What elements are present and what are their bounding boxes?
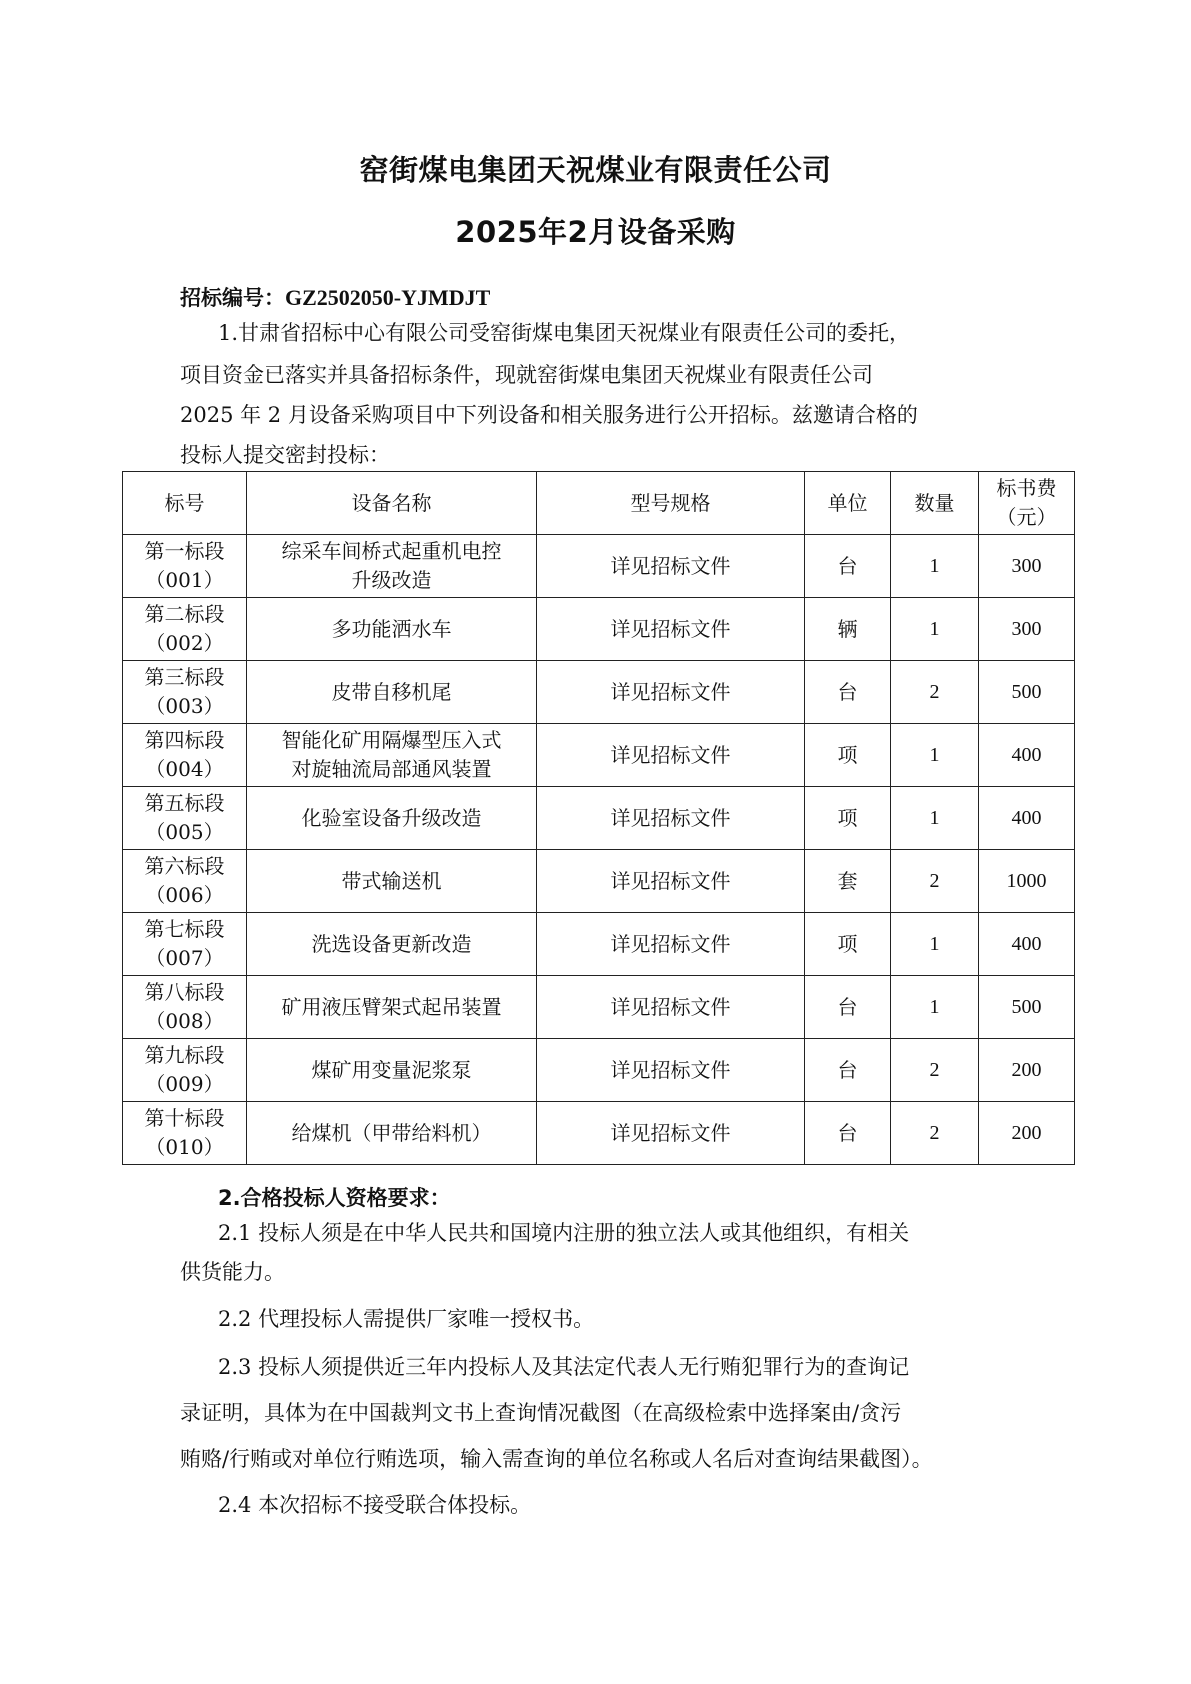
table-row (123, 598, 1075, 661)
tender-number-value: GZ2502050-YJMDJT (285, 285, 491, 310)
table-row (123, 787, 1075, 850)
cell-spec: 详见招标文件 (537, 913, 805, 976)
section2-3-line-1: 2.3 投标人须提供近三年内投标人及其法定代表人无行贿犯罪行为的查询记 (218, 1355, 910, 1379)
equipment-name-line1: 综采车间桥式起重机电控 (281, 539, 502, 563)
cell-equipment-name (247, 724, 537, 787)
lot-name: 第二标段 (144, 602, 225, 626)
lot-code: （002） (145, 631, 224, 655)
cell-lot (123, 1039, 247, 1102)
lot-name: 第十标段 (144, 1106, 225, 1130)
table-row (123, 976, 1075, 1039)
cell-spec: 详见招标文件 (537, 976, 805, 1039)
table-row (123, 913, 1075, 976)
cell-quantity: 1 (891, 598, 979, 661)
table-header-row (123, 472, 1075, 535)
intro-line-3: 2025 年 2 月设备采购项目中下列设备和相关服务进行公开招标。兹邀请合格的 (180, 403, 918, 427)
lot-code: （008） (145, 1009, 224, 1033)
section2-1-line-2: 供货能力。 (180, 1260, 285, 1284)
cell-lot (123, 535, 247, 598)
cell-spec: 详见招标文件 (537, 598, 805, 661)
cell-document-fee: 500 (979, 976, 1075, 1039)
cell-equipment-name (247, 913, 537, 976)
cell-equipment-name (247, 661, 537, 724)
cell-lot (123, 724, 247, 787)
cell-document-fee: 300 (979, 598, 1075, 661)
lot-code: （007） (145, 946, 224, 970)
cell-lot (123, 976, 247, 1039)
equipment-name-line1: 煤矿用变量泥浆泵 (311, 1057, 472, 1082)
cell-lot (123, 913, 247, 976)
tender-number-label: 招标编号： (180, 286, 285, 310)
cell-quantity: 1 (891, 787, 979, 850)
cell-document-fee: 300 (979, 535, 1075, 598)
cell-document-fee: 400 (979, 787, 1075, 850)
cell-unit: 套 (805, 850, 891, 913)
bid-lots-table (122, 471, 1075, 1165)
cell-document-fee: 200 (979, 1102, 1075, 1165)
cell-document-fee: 400 (979, 724, 1075, 787)
cell-document-fee: 1000 (979, 850, 1075, 913)
cell-spec: 详见招标文件 (537, 787, 805, 850)
lot-name: 第五标段 (144, 791, 225, 815)
cell-quantity: 1 (891, 976, 979, 1039)
table-row (123, 1102, 1075, 1165)
cell-quantity: 1 (891, 913, 979, 976)
header-spec: 型号规格 (537, 472, 805, 535)
header-fee-line1: 标书费 (996, 476, 1057, 500)
cell-unit: 项 (805, 787, 891, 850)
equipment-name-line1: 皮带自移机尾 (331, 679, 452, 704)
cell-lot (123, 661, 247, 724)
cell-equipment-name (247, 787, 537, 850)
tender-number-line (180, 282, 490, 312)
header-quantity: 数量 (891, 472, 979, 535)
cell-spec: 详见招标文件 (537, 724, 805, 787)
cell-quantity: 1 (891, 724, 979, 787)
cell-lot (123, 787, 247, 850)
table-row (123, 724, 1075, 787)
cell-document-fee: 400 (979, 913, 1075, 976)
cell-quantity: 2 (891, 850, 979, 913)
lot-name: 第八标段 (144, 980, 225, 1004)
lot-code: （010） (145, 1135, 224, 1159)
lot-code: （003） (145, 694, 224, 718)
cell-quantity: 2 (891, 1039, 979, 1102)
cell-unit: 台 (805, 661, 891, 724)
section2-1-line-1: 2.1 投标人须是在中华人民共和国境内注册的独立法人或其他组织，有相关 (218, 1221, 910, 1245)
lot-name: 第四标段 (144, 728, 225, 752)
equipment-name-line1: 化验室设备升级改造 (301, 805, 482, 830)
cell-unit: 项 (805, 913, 891, 976)
header-document-fee (979, 472, 1075, 535)
section2-2: 2.2 代理投标人需提供厂家唯一授权书。 (218, 1307, 595, 1331)
cell-equipment-name (247, 850, 537, 913)
header-fee-line2: （元） (996, 505, 1057, 529)
cell-equipment-name (247, 598, 537, 661)
section2-3-line-3: 贿赂/行贿或对单位行贿选项，输入需查询的单位名称或人名后对查询结果截图）。 (180, 1447, 933, 1471)
cell-spec: 详见招标文件 (537, 1102, 805, 1165)
table-body (123, 535, 1075, 1165)
section2-3-line-2: 录证明，具体为在中国裁判文书上查询情况截图（在高级检索中选择案由/贪污 (180, 1401, 902, 1425)
lot-name: 第七标段 (144, 917, 225, 941)
header-equipment-name: 设备名称 (247, 472, 537, 535)
document-subtitle: 2025年2月设备采购 (455, 215, 736, 249)
cell-quantity: 1 (891, 535, 979, 598)
cell-spec: 详见招标文件 (537, 850, 805, 913)
header-lot: 标号 (123, 472, 247, 535)
intro-line-1: 1.甘肃省招标中心有限公司受窑街煤电集团天祝煤业有限责任公司的委托， (218, 321, 911, 345)
intro-line-4: 投标人提交密封投标： (180, 443, 390, 467)
table-row (123, 535, 1075, 598)
section2-4: 2.4 本次招标不接受联合体投标。 (218, 1493, 532, 1517)
cell-lot (123, 850, 247, 913)
table-row (123, 1039, 1075, 1102)
equipment-name-line1: 多功能洒水车 (331, 616, 452, 641)
cell-spec: 详见招标文件 (537, 661, 805, 724)
equipment-name-line1: 智能化矿用隔爆型压入式 (281, 728, 502, 752)
intro-line-2: 项目资金已落实并具备招标条件，现就窑街煤电集团天祝煤业有限责任公司 (180, 363, 873, 387)
cell-lot (123, 598, 247, 661)
section2-heading: 2.合格投标人资格要求： (218, 1186, 451, 1210)
cell-quantity: 2 (891, 1102, 979, 1165)
cell-unit: 台 (805, 1039, 891, 1102)
cell-unit: 项 (805, 724, 891, 787)
cell-unit: 台 (805, 1102, 891, 1165)
equipment-name-line1: 矿用液压臂架式起吊装置 (281, 994, 502, 1019)
equipment-name-line1: 给煤机（甲带给料机） (291, 1120, 492, 1145)
cell-document-fee: 200 (979, 1039, 1075, 1102)
cell-spec: 详见招标文件 (537, 1039, 805, 1102)
table-row (123, 661, 1075, 724)
cell-equipment-name (247, 1039, 537, 1102)
lot-code: （006） (145, 883, 224, 907)
equipment-name-line1: 洗选设备更新改造 (311, 931, 472, 956)
cell-unit: 台 (805, 535, 891, 598)
cell-equipment-name (247, 976, 537, 1039)
cell-equipment-name (247, 535, 537, 598)
cell-spec: 详见招标文件 (537, 535, 805, 598)
lot-code: （005） (145, 820, 224, 844)
lot-name: 第六标段 (144, 854, 225, 878)
equipment-name-line1: 带式输送机 (341, 868, 442, 893)
cell-lot (123, 1102, 247, 1165)
lot-code: （004） (145, 757, 224, 781)
cell-equipment-name (247, 1102, 537, 1165)
equipment-name-line2: 对旋轴流局部通风装置 (291, 757, 492, 781)
lot-name: 第三标段 (144, 665, 225, 689)
lot-code: （009） (145, 1072, 224, 1096)
lot-name: 第一标段 (144, 539, 225, 563)
cell-unit: 台 (805, 976, 891, 1039)
document-title: 窑街煤电集团天祝煤业有限责任公司 (359, 153, 832, 187)
lot-name: 第九标段 (144, 1043, 225, 1067)
cell-document-fee: 500 (979, 661, 1075, 724)
header-unit: 单位 (805, 472, 891, 535)
table-row (123, 850, 1075, 913)
cell-quantity: 2 (891, 661, 979, 724)
equipment-name-line2: 升级改造 (351, 568, 432, 592)
lot-code: （001） (145, 568, 224, 592)
cell-unit: 辆 (805, 598, 891, 661)
